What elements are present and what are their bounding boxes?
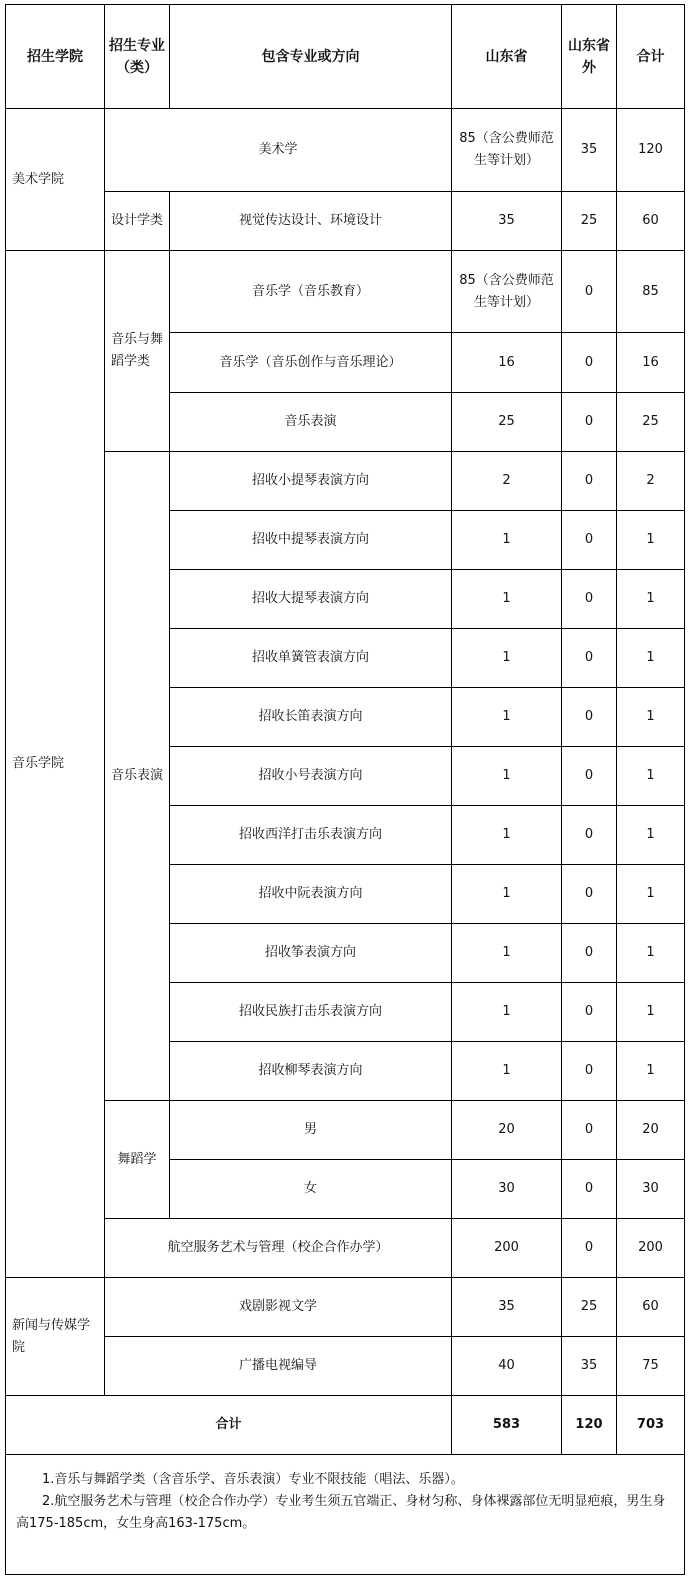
total-value: 1 bbox=[617, 688, 685, 747]
in-province-value: 1 bbox=[452, 688, 562, 747]
direction-name: 招收小号表演方向 bbox=[170, 747, 452, 806]
major-name: 美术学 bbox=[105, 109, 452, 192]
direction-name: 招收民族打击乐表演方向 bbox=[170, 983, 452, 1042]
in-province-value: 20 bbox=[452, 1101, 562, 1160]
in-province-value: 16 bbox=[452, 333, 562, 393]
out-province-value: 0 bbox=[562, 806, 617, 865]
out-province-value: 35 bbox=[562, 109, 617, 192]
direction-name: 招收中提琴表演方向 bbox=[170, 511, 452, 570]
out-province-value: 0 bbox=[562, 1219, 617, 1278]
notes-row bbox=[6, 1455, 685, 1575]
out-province-value: 0 bbox=[562, 1042, 617, 1101]
direction-name: 招收筝表演方向 bbox=[170, 924, 452, 983]
admission-quota-table bbox=[5, 4, 685, 1575]
out-province-value: 25 bbox=[562, 192, 617, 251]
major-name: 航空服务艺术与管理（校企合作办学） bbox=[105, 1219, 452, 1278]
out-province-value: 0 bbox=[562, 865, 617, 924]
total-value: 85 bbox=[617, 251, 685, 333]
major-class-cell: 音乐与舞蹈学类 bbox=[105, 251, 170, 452]
direction-name: 招收长笛表演方向 bbox=[170, 688, 452, 747]
out-province-value: 0 bbox=[562, 747, 617, 806]
in-province-value: 1 bbox=[452, 629, 562, 688]
total-value: 1 bbox=[617, 629, 685, 688]
table-row bbox=[6, 109, 685, 192]
college-cell: 新闻与传媒学院 bbox=[6, 1278, 105, 1396]
in-province-value: 1 bbox=[452, 983, 562, 1042]
in-province-value: 1 bbox=[452, 511, 562, 570]
direction-name: 男 bbox=[170, 1101, 452, 1160]
total-value: 1 bbox=[617, 747, 685, 806]
total-value: 200 bbox=[617, 1219, 685, 1278]
direction-name: 招收柳琴表演方向 bbox=[170, 1042, 452, 1101]
in-province-value: 1 bbox=[452, 806, 562, 865]
major-name: 音乐学（音乐创作与音乐理论） bbox=[170, 333, 452, 393]
out-province-value: 0 bbox=[562, 1160, 617, 1219]
out-province-value: 0 bbox=[562, 1101, 617, 1160]
out-province-value: 0 bbox=[562, 688, 617, 747]
total-value: 20 bbox=[617, 1101, 685, 1160]
out-province-value: 0 bbox=[562, 983, 617, 1042]
college-cell: 美术学院 bbox=[6, 109, 105, 251]
direction-name: 招收中阮表演方向 bbox=[170, 865, 452, 924]
header-directions: 包含专业或方向 bbox=[170, 5, 452, 109]
note-item: 1.音乐与舞蹈学类（含音乐学、音乐表演）专业不限技能（唱法、乐器）。 bbox=[42, 1472, 464, 1487]
total-value: 60 bbox=[617, 192, 685, 251]
major-name: 广播电视编导 bbox=[105, 1337, 452, 1396]
grand-total-row bbox=[6, 1396, 685, 1455]
direction-name: 招收大提琴表演方向 bbox=[170, 570, 452, 629]
direction-name: 招收西洋打击乐表演方向 bbox=[170, 806, 452, 865]
in-province-value: 1 bbox=[452, 865, 562, 924]
major-class-cell: 舞蹈学 bbox=[105, 1101, 170, 1219]
major-class-cell: 设计学类 bbox=[105, 192, 170, 251]
in-province-value: 35 bbox=[452, 192, 562, 251]
in-province-value: 1 bbox=[452, 1042, 562, 1101]
out-province-value: 0 bbox=[562, 251, 617, 333]
out-province-value: 25 bbox=[562, 1278, 617, 1337]
table-row bbox=[6, 1101, 685, 1160]
in-province-value: 40 bbox=[452, 1337, 562, 1396]
total-value: 1 bbox=[617, 806, 685, 865]
total-value: 120 bbox=[617, 109, 685, 192]
header-in-province: 山东省 bbox=[452, 5, 562, 109]
total-value: 2 bbox=[617, 452, 685, 511]
grand-total-out: 120 bbox=[562, 1396, 617, 1455]
table-row bbox=[6, 452, 685, 511]
note-item: 2.航空服务艺术与管理（校企合作办学）专业考生须五官端正、身材匀称、身体裸露部位无明显疤痕，男生身高175-185cm，女生身高163-175cm。 bbox=[16, 1494, 666, 1531]
table-row bbox=[6, 1337, 685, 1396]
total-value: 25 bbox=[617, 393, 685, 452]
total-value: 60 bbox=[617, 1278, 685, 1337]
total-value: 1 bbox=[617, 570, 685, 629]
college-cell: 音乐学院 bbox=[6, 251, 105, 1278]
total-value: 1 bbox=[617, 924, 685, 983]
total-value: 1 bbox=[617, 865, 685, 924]
direction-name: 女 bbox=[170, 1160, 452, 1219]
table-row bbox=[6, 1278, 685, 1337]
total-value: 30 bbox=[617, 1160, 685, 1219]
in-province-value: 85（含公费师范生等计划） bbox=[452, 251, 562, 333]
in-province-value: 30 bbox=[452, 1160, 562, 1219]
major-name: 音乐学（音乐教育） bbox=[170, 251, 452, 333]
out-province-value: 35 bbox=[562, 1337, 617, 1396]
out-province-value: 0 bbox=[562, 629, 617, 688]
total-value: 1 bbox=[617, 511, 685, 570]
table-row bbox=[6, 192, 685, 251]
notes-cell bbox=[6, 1455, 685, 1575]
direction-name: 招收单簧管表演方向 bbox=[170, 629, 452, 688]
out-province-value: 0 bbox=[562, 452, 617, 511]
major-name: 戏剧影视文学 bbox=[105, 1278, 452, 1337]
out-province-value: 0 bbox=[562, 393, 617, 452]
table-row bbox=[6, 1219, 685, 1278]
in-province-value: 1 bbox=[452, 747, 562, 806]
in-province-value: 25 bbox=[452, 393, 562, 452]
header-major-class: 招生专业（类） bbox=[105, 5, 170, 109]
grand-total-label: 合计 bbox=[6, 1396, 452, 1455]
in-province-value: 200 bbox=[452, 1219, 562, 1278]
in-province-value: 35 bbox=[452, 1278, 562, 1337]
major-class-cell: 音乐表演 bbox=[105, 452, 170, 1101]
out-province-value: 0 bbox=[562, 570, 617, 629]
header-total: 合计 bbox=[617, 5, 685, 109]
header-row bbox=[6, 5, 685, 109]
major-name: 音乐表演 bbox=[170, 393, 452, 452]
in-province-value: 1 bbox=[452, 924, 562, 983]
out-province-value: 0 bbox=[562, 333, 617, 393]
direction-name: 招收小提琴表演方向 bbox=[170, 452, 452, 511]
out-province-value: 0 bbox=[562, 511, 617, 570]
total-value: 75 bbox=[617, 1337, 685, 1396]
header-out-province: 山东省外 bbox=[562, 5, 617, 109]
total-value: 1 bbox=[617, 1042, 685, 1101]
table-row bbox=[6, 251, 685, 333]
total-value: 16 bbox=[617, 333, 685, 393]
in-province-value: 2 bbox=[452, 452, 562, 511]
header-college: 招生学院 bbox=[6, 5, 105, 109]
major-name: 视觉传达设计、环境设计 bbox=[170, 192, 452, 251]
total-value: 1 bbox=[617, 983, 685, 1042]
grand-total-sum: 703 bbox=[617, 1396, 685, 1455]
out-province-value: 0 bbox=[562, 924, 617, 983]
in-province-value: 1 bbox=[452, 570, 562, 629]
in-province-value: 85（含公费师范生等计划） bbox=[452, 109, 562, 192]
grand-total-in: 583 bbox=[452, 1396, 562, 1455]
